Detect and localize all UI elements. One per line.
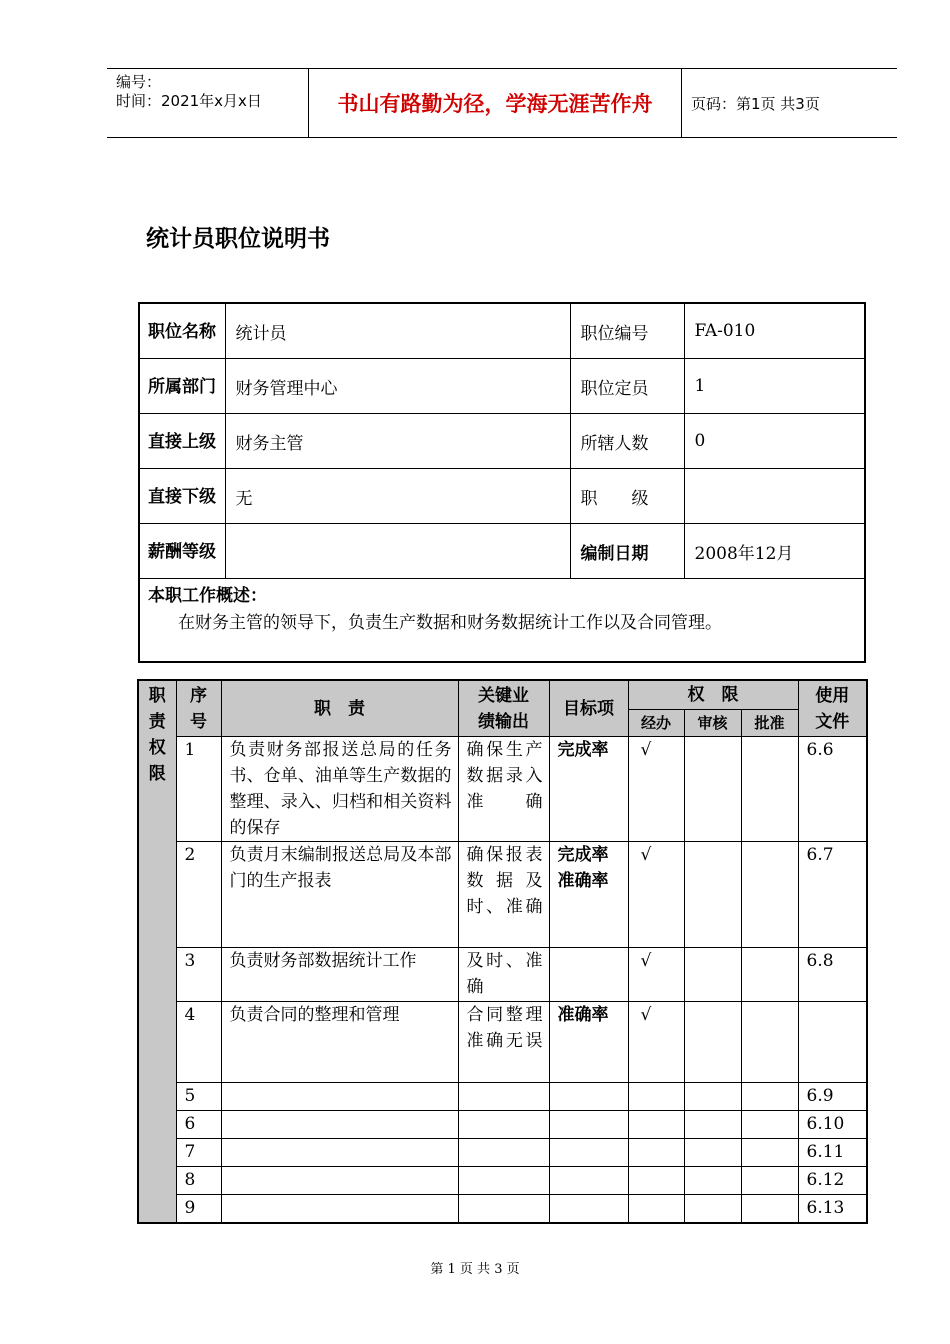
date-value: 2008年12月	[684, 524, 865, 579]
table-row	[138, 1111, 867, 1139]
position-name-label: 职位名称	[139, 303, 225, 359]
row-duty	[221, 1195, 458, 1224]
row-output	[458, 1111, 549, 1139]
row-output: 确保生产数据录入准确	[458, 737, 549, 842]
header-page-info: 页码：第1页 共3页	[691, 94, 820, 113]
row-output	[458, 1083, 549, 1111]
row-approve	[741, 948, 798, 1002]
side-char: 责	[148, 712, 166, 732]
headcount-value: 1	[684, 359, 865, 414]
row-target	[549, 1083, 628, 1111]
subordinate-label: 直接下级	[139, 469, 225, 524]
row-handle: √	[628, 842, 684, 948]
row-review	[684, 1139, 741, 1167]
row-output	[458, 1139, 549, 1167]
table-row	[138, 1195, 867, 1224]
row-doc: 6.6	[798, 737, 867, 842]
row-duty	[221, 1083, 458, 1111]
table-row	[138, 948, 867, 1002]
table-row	[138, 1083, 867, 1111]
col-header-duty: 职 责	[221, 680, 458, 737]
col-header-output-line: 绩输出	[478, 711, 529, 732]
row-no: 2	[176, 842, 221, 948]
duties-side-label	[138, 680, 176, 1223]
position-code-label: 职位编号	[570, 303, 684, 359]
row-approve	[741, 1083, 798, 1111]
col-header-handle: 经办	[628, 710, 684, 737]
col-header-review: 审核	[684, 710, 741, 737]
row-review	[684, 1167, 741, 1195]
row-duty: 负责财务部数据统计工作	[221, 948, 458, 1002]
position-name-value: 统计员	[225, 303, 570, 359]
row-target: 准确率	[549, 1002, 628, 1083]
grade-value	[684, 469, 865, 524]
summary-label: 本职工作概述：	[148, 586, 267, 606]
page-footer: 第 1 页 共 3 页	[430, 1262, 520, 1277]
row-output: 合同整理准确无误	[458, 1002, 549, 1083]
col-header-docs-line: 使用	[815, 685, 850, 706]
superior-label: 直接上级	[139, 414, 225, 469]
row-no: 6	[176, 1111, 221, 1139]
row-no: 8	[176, 1167, 221, 1195]
row-no: 7	[176, 1139, 221, 1167]
row-handle	[628, 1083, 684, 1111]
col-header-target: 目标项	[549, 680, 628, 737]
col-header-authority: 权 限	[628, 680, 798, 710]
row-handle: √	[628, 737, 684, 842]
row-output: 确保报表数据及时、准确	[458, 842, 549, 948]
row-target	[549, 1139, 628, 1167]
department-label: 所属部门	[139, 359, 225, 414]
header-motto: 书山有路勤为径，学海无涯苦作舟	[309, 69, 682, 137]
row-duty	[221, 1111, 458, 1139]
row-approve	[741, 1167, 798, 1195]
row-handle	[628, 1111, 684, 1139]
row-approve	[741, 1139, 798, 1167]
col-header-docs	[798, 680, 867, 737]
row-review	[684, 737, 741, 842]
row-approve	[741, 1002, 798, 1083]
summary-text: 在财务主管的领导下，负责生产数据和财务数据统计工作以及合同管理。	[178, 613, 722, 633]
row-approve	[741, 737, 798, 842]
table-row	[138, 842, 867, 948]
header-time: 时间：2021年x月x日	[116, 92, 262, 110]
row-no: 5	[176, 1083, 221, 1111]
row-no: 3	[176, 948, 221, 1002]
row-doc: 6.13	[798, 1195, 867, 1224]
row-handle	[628, 1195, 684, 1224]
job-summary	[139, 579, 865, 663]
row-output	[458, 1195, 549, 1224]
row-no: 9	[176, 1195, 221, 1224]
duties-table	[137, 679, 868, 1224]
table-row	[138, 737, 867, 842]
department-value: 财务管理中心	[225, 359, 570, 414]
row-output: 及时、准确	[458, 948, 549, 1002]
row-doc: 6.12	[798, 1167, 867, 1195]
row-handle: √	[628, 1002, 684, 1083]
col-header-docs-line: 文件	[815, 711, 850, 732]
position-code-value: FA-010	[684, 303, 865, 359]
col-header-output-line: 关键业	[478, 685, 529, 706]
side-char: 限	[148, 764, 166, 784]
row-duty: 负责合同的整理和管理	[221, 1002, 458, 1083]
row-target: 完成率	[549, 737, 628, 842]
header-meta	[107, 69, 309, 137]
row-handle	[628, 1139, 684, 1167]
col-header-output	[458, 680, 549, 737]
row-target	[549, 1167, 628, 1195]
date-label: 编制日期	[570, 524, 684, 579]
superior-value: 财务主管	[225, 414, 570, 469]
row-doc	[798, 1002, 867, 1083]
page-header	[107, 68, 897, 138]
document-title: 统计员职位说明书	[146, 226, 330, 252]
row-target: 完成率 准确率	[549, 842, 628, 948]
row-duty	[221, 1139, 458, 1167]
row-target	[549, 1195, 628, 1224]
row-handle	[628, 1167, 684, 1195]
row-approve	[741, 1111, 798, 1139]
row-approve	[741, 1195, 798, 1224]
col-header-no-line: 号	[190, 711, 207, 732]
row-target	[549, 948, 628, 1002]
col-header-approve: 批准	[741, 710, 798, 737]
header-number: 编号：	[116, 73, 162, 91]
row-no: 1	[176, 737, 221, 842]
subordinates-count-value: 0	[684, 414, 865, 469]
side-char: 权	[148, 738, 166, 758]
headcount-label: 职位定员	[570, 359, 684, 414]
salary-label: 薪酬等级	[139, 524, 225, 579]
table-row	[138, 1167, 867, 1195]
row-doc: 6.7	[798, 842, 867, 948]
row-output	[458, 1167, 549, 1195]
row-review	[684, 948, 741, 1002]
row-duty: 负责月末编制报送总局及本部门的生产报表	[221, 842, 458, 948]
row-review	[684, 1002, 741, 1083]
col-header-no-line: 序	[190, 685, 207, 706]
grade-label: 职 级	[570, 469, 684, 524]
row-target	[549, 1111, 628, 1139]
subordinates-count-label: 所辖人数	[570, 414, 684, 469]
row-review	[684, 1083, 741, 1111]
table-row	[138, 1139, 867, 1167]
row-doc: 6.9	[798, 1083, 867, 1111]
row-review	[684, 842, 741, 948]
col-header-no	[176, 680, 221, 737]
row-handle: √	[628, 948, 684, 1002]
row-approve	[741, 842, 798, 948]
side-char: 职	[148, 686, 166, 706]
row-doc: 6.11	[798, 1139, 867, 1167]
subordinate-value: 无	[225, 469, 570, 524]
position-info-table	[138, 302, 866, 663]
salary-value	[225, 524, 570, 579]
row-doc: 6.8	[798, 948, 867, 1002]
row-duty: 负责财务部报送总局的任务书、仓单、油单等生产数据的整理、录入、归档和相关资料的保存	[221, 737, 458, 842]
row-no: 4	[176, 1002, 221, 1083]
row-duty	[221, 1167, 458, 1195]
row-review	[684, 1111, 741, 1139]
table-row	[138, 1002, 867, 1083]
row-doc: 6.10	[798, 1111, 867, 1139]
row-review	[684, 1195, 741, 1224]
